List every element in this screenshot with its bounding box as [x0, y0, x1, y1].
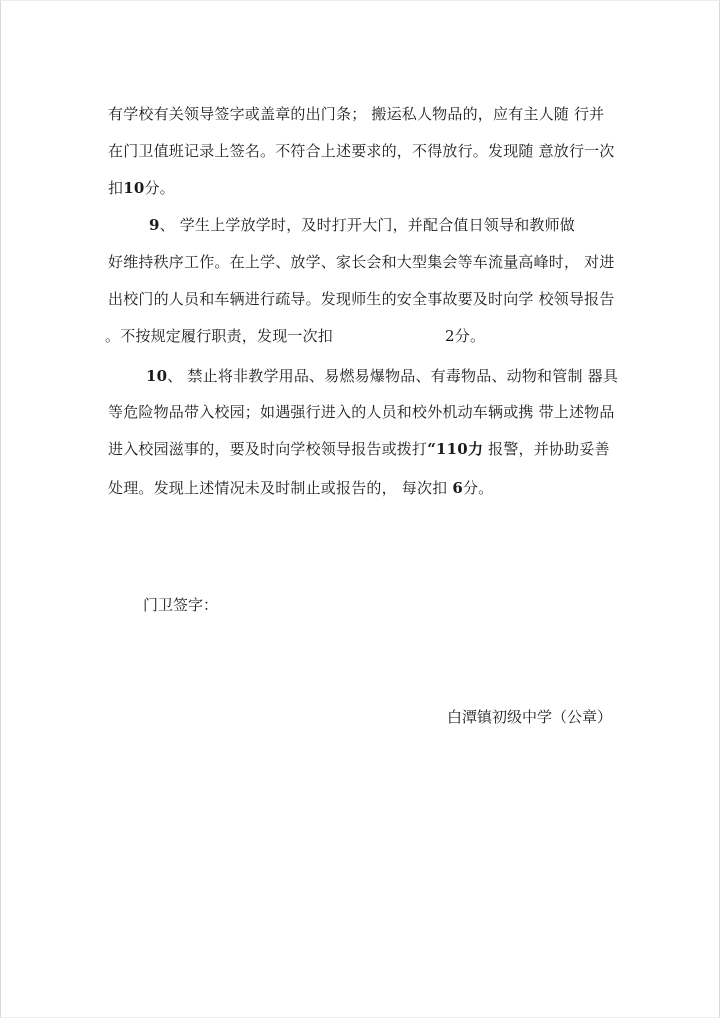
paragraph-8-line-2: 在门卫值班记录上签名。不符合上述要求的，不得放行。发现随 意放行一次 [108, 142, 615, 160]
school-seal-label: 白潭镇初级中学（公章） [447, 708, 613, 726]
paragraph-10-line-4-suffix: 分。 [462, 479, 494, 497]
paragraph-10-line-4 [108, 478, 493, 498]
paragraph-8-line-1: 有学校有关领导签字或盖章的出门条； 搬运私人物品的，应有主人随 行并 [108, 105, 605, 123]
paragraph-10-line-3 [108, 439, 610, 459]
paragraph-9-line-4 [105, 326, 485, 346]
paragraph-10-line-2: 等危险物品带入校园；如遇强行进入的人员和校外机动车辆或携 带上述物品 [108, 403, 615, 421]
paragraph-10-line-3-suffix: 报警，并协助妥善 [483, 440, 610, 458]
paragraph-9-line-1 [149, 215, 575, 235]
paragraph-9-line-1-text: 、 学生上学放学时，及时打开大门，并配合值日领导和教师做 [159, 216, 576, 234]
guard-signature-label: 门卫签字： [143, 596, 219, 614]
paragraph-9-line-2: 好维持秩序工作。在上学、放学、家长会和大型集会等车流量高峰时， 对进 [108, 253, 615, 271]
paragraph-8-deduction: 10 [123, 179, 145, 197]
paragraph-10-line-1-text: 、 禁止将非教学用品、易燃易爆物品、有毒物品、动物和管制 器具 [167, 367, 619, 385]
paragraph-9-number: 9 [149, 216, 160, 234]
paragraph-9-deduction: 2 [445, 327, 455, 345]
paragraph-10-deduction: 6 [452, 479, 463, 497]
paragraph-9-line-3: 出校门的人员和车辆进行疏导。发现师生的安全事故要及时向学 校领导报告 [108, 290, 615, 308]
paragraph-10-line-1 [146, 366, 618, 386]
paragraph-9-line-4-suffix: 分。 [454, 327, 486, 345]
paragraph-10-number: 10 [146, 367, 168, 385]
paragraph-10-hotline: “110力 [427, 440, 484, 458]
paragraph-8-line-3-prefix: 扣 [108, 179, 124, 197]
paragraph-9-line-4-prefix: 。不按规定履行职责，发现一次扣 [105, 327, 334, 345]
paragraph-8-line-3 [108, 178, 175, 198]
paragraph-10-line-3-prefix: 进入校园滋事的，要及时向学校领导报告或拨打 [108, 440, 428, 458]
paragraph-10-line-4-prefix: 处理。发现上述情况未及时制止或报告的， 每次扣 [108, 479, 453, 497]
paragraph-8-line-3-suffix: 分。 [144, 179, 175, 197]
